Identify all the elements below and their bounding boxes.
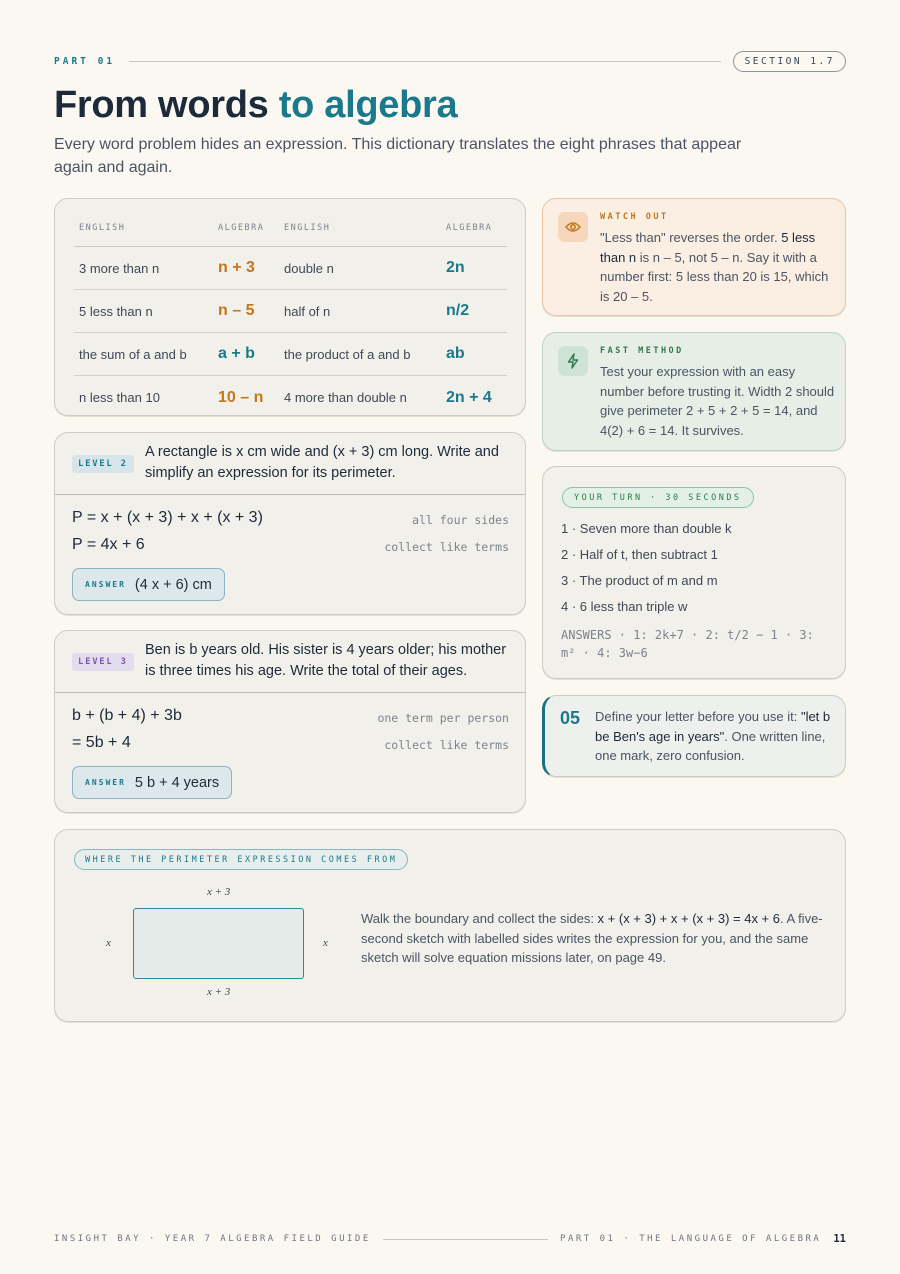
exercise-item: 3 · The product of m and m <box>561 573 718 588</box>
exercise-item: 2 · Half of t, then subtract 1 <box>561 547 718 562</box>
answer-value: 5 b + 4 years <box>134 774 220 791</box>
working-note: one term per person <box>377 711 509 725</box>
working-line: = 5b + 4 <box>72 734 131 751</box>
working-note: all four sides <box>412 513 509 527</box>
column-header: ENGLISH <box>74 209 213 247</box>
answer-label: ANSWER <box>85 580 126 589</box>
rectangle-bottom-label: x + 3 <box>207 986 231 998</box>
english-phrase: double n <box>279 247 441 290</box>
level-3-example <box>54 630 526 813</box>
section-badge: SECTION 1.7 <box>733 51 846 72</box>
algebra-expression: 2n <box>441 247 507 290</box>
callout-body: Test your expression with an easy number before trusting it. Width 2 should give perimeter 2 + 5 + 2 + 5 = 14, and 4(2) + 6 = 14. It survives. <box>600 364 835 438</box>
callout-body: "Less than" reverses the order. 5 less than n is n – 5, not 5 – n. Say it with a number first: 5 less than 20 is 15, which is 20 – 5. <box>600 230 829 304</box>
working-note: collect like terms <box>384 738 509 752</box>
watch-out-callout <box>542 198 846 316</box>
level-2-example <box>54 432 526 615</box>
algebra-expression: a + b <box>213 333 279 376</box>
working-line: b + (b + 4) + 3b <box>72 707 182 724</box>
footer-book-title: INSIGHT BAY · YEAR 7 ALGEBRA FIELD GUIDE <box>54 1234 371 1244</box>
example-header <box>55 631 525 693</box>
level-badge: LEVEL 2 <box>72 455 134 473</box>
title-accent: to algebra <box>278 84 458 126</box>
perimeter-explanation <box>54 829 846 1022</box>
english-phrase: 3 more than n <box>74 247 213 290</box>
step-tip-card <box>542 695 846 777</box>
answer-box <box>72 766 232 799</box>
rectangle-right-label: x <box>323 937 328 949</box>
rectangle-left-label: x <box>106 937 111 949</box>
rectangle-diagram <box>133 908 304 979</box>
example-question: A rectangle is x cm wide and (x + 3) cm long. Write and simplify an expression for its perimeter. <box>145 444 499 481</box>
english-phrase: 4 more than double n <box>284 390 407 405</box>
english-phrase: n less than 10 <box>79 390 160 405</box>
perimeter-pill: WHERE THE PERIMETER EXPRESSION COMES FROM <box>74 849 408 870</box>
phrase-dictionary-table <box>54 198 526 416</box>
exercise-answers: ANSWERS · 1: 2k+7 · 2: t/2 − 1 · 3: m² · 4: 3w−6 <box>561 628 814 660</box>
your-turn-exercise <box>542 466 846 679</box>
column-header: ALGEBRA <box>441 209 507 247</box>
algebra-expression: n + 3 <box>213 247 279 290</box>
column-header: ALGEBRA <box>213 209 279 247</box>
callout-title: WATCH OUT <box>600 212 669 222</box>
lightning-icon <box>558 346 588 376</box>
footer-rule <box>383 1239 548 1240</box>
english-phrase: the sum of a and b <box>74 333 213 376</box>
exercise-item: 4 · 6 less than triple w <box>561 599 688 614</box>
working-line: P = x + (x + 3) + x + (x + 3) <box>72 509 263 526</box>
algebra-expression: 2n + 4 <box>446 388 492 406</box>
example-question: Ben is b years old. His sister is 4 years older; his mother is three times his age. Write the total of their ages. <box>145 642 507 679</box>
your-turn-pill: YOUR TURN · 30 SECONDS <box>562 487 754 508</box>
answer-label: ANSWER <box>85 778 126 787</box>
callout-title: FAST METHOD <box>600 346 684 356</box>
page-header <box>54 50 846 72</box>
header-rule <box>129 61 721 62</box>
algebra-expression: ab <box>441 333 507 376</box>
algebra-expression: n – 5 <box>213 290 279 333</box>
page-footer <box>54 1230 846 1248</box>
answer-box <box>72 568 225 601</box>
fast-method-callout <box>542 332 846 451</box>
english-phrase: half of n <box>279 290 441 333</box>
exercise-item: 1 · Seven more than double k <box>561 521 732 536</box>
working-note: collect like terms <box>384 540 509 554</box>
working-line: P = 4x + 6 <box>72 536 145 553</box>
page-subtitle: Every word problem hides an expression. This dictionary translates the eight phrases that appear again and again. <box>54 136 742 176</box>
algebra-expression: n/2 <box>441 290 507 333</box>
title-main: From words <box>54 84 279 126</box>
page-title <box>54 84 457 127</box>
example-header <box>55 433 525 495</box>
eye-icon <box>558 212 588 242</box>
answer-value: (4 x + 6) cm <box>134 576 212 593</box>
algebra-expression: 10 – n <box>218 388 264 406</box>
footer-part-title: PART 01 · THE LANGUAGE OF ALGEBRA <box>560 1234 822 1244</box>
column-header: ENGLISH <box>279 209 441 247</box>
english-phrase: the product of a and b <box>279 333 441 376</box>
rectangle-top-label: x + 3 <box>207 886 231 898</box>
level-badge: LEVEL 3 <box>72 653 134 671</box>
part-label: PART 01 <box>54 55 116 67</box>
step-body: Define your letter before you use it: "let b be Ben's age in years". One written line, one mark, zero confusion. <box>595 709 831 763</box>
english-phrase: 5 less than n <box>74 290 213 333</box>
step-number: 05 <box>560 708 581 728</box>
page-number: 11 <box>833 1233 846 1245</box>
perimeter-text: Walk the boundary and collect the sides: x + (x + 3) + x + (x + 3) = 4x + 6. A five-second sketch with labelled sides writes the expression for you, and the same sketch will solve equation missions later, on page 49. <box>361 911 823 965</box>
